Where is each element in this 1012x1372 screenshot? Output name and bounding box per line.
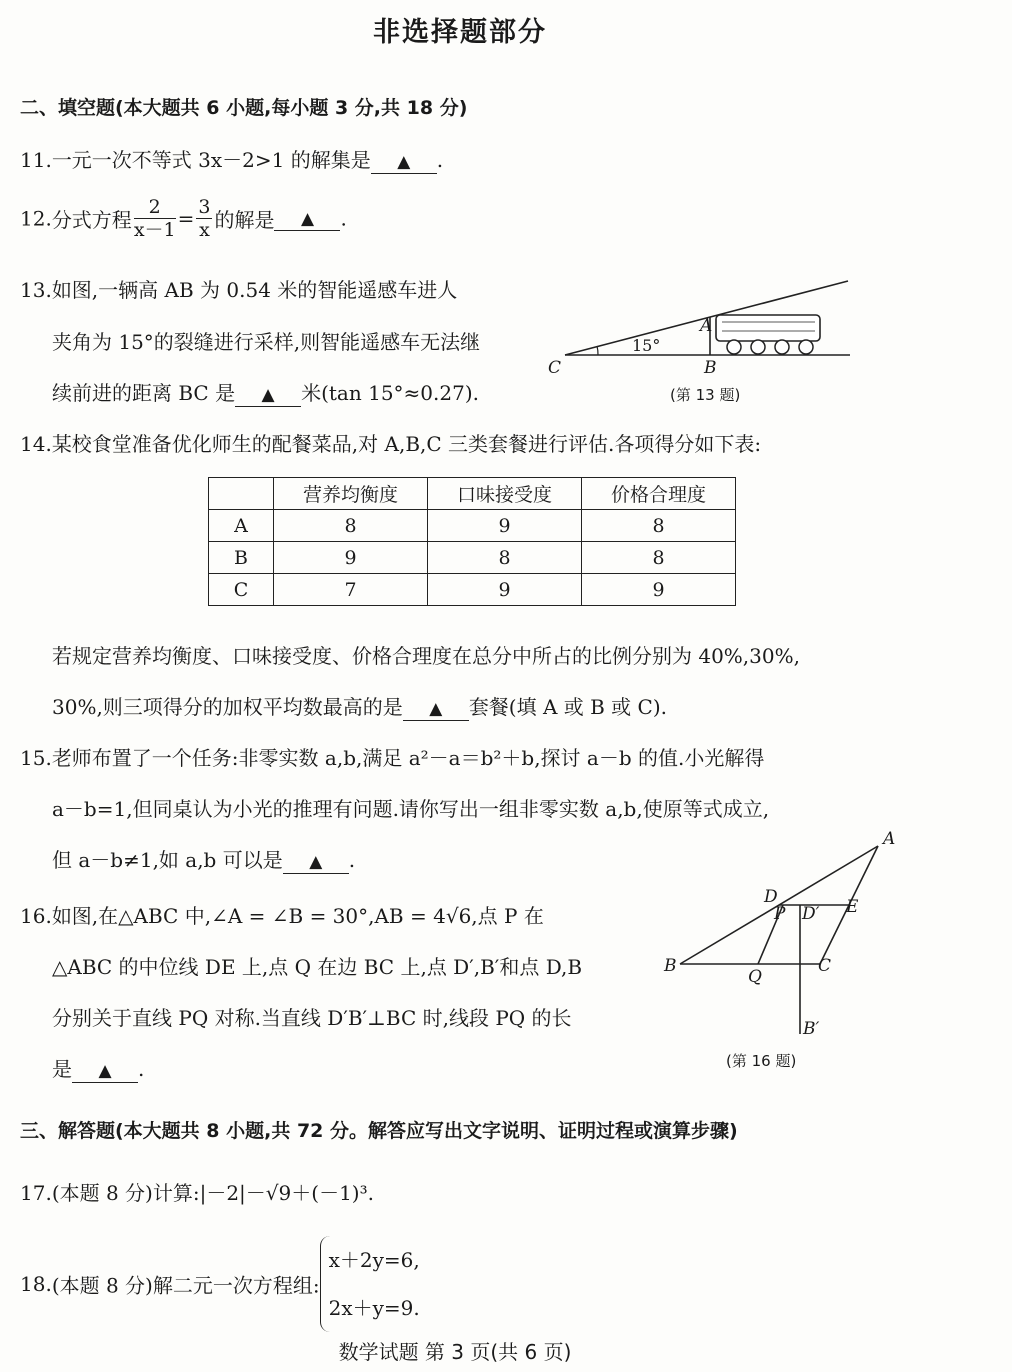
answer-triangle-icon: ▲ (309, 852, 323, 872)
q13-label-c: C (548, 358, 562, 378)
table-cell: A (209, 510, 274, 542)
q16-line3: 分别关于直线 PQ 对称.当直线 D′B′⊥BC 时,线段 PQ 的长 (52, 1006, 572, 1030)
q15-line1 (20, 742, 764, 771)
q14-score-table (208, 477, 736, 606)
q16-label-d-prime: D′ (802, 904, 820, 924)
q16-text-4: 是 (52, 1057, 72, 1081)
q16-label-p: P (774, 904, 786, 924)
table-cell: 9 (428, 574, 582, 606)
table-row (209, 574, 736, 606)
section3-heading: 三、解答题(本大题共 8 小题,共 72 分。解答应写出文字说明、证明过程或演算步骤) (20, 1120, 738, 1142)
q14-text-3-end: 套餐(填 A 或 B 或 C). (468, 695, 668, 719)
q13-number: 13. (20, 278, 52, 302)
q12-prefix: 分式方程 (51, 208, 132, 232)
answer-triangle-icon: ▲ (98, 1061, 112, 1081)
q13-vehicle-wheel (775, 340, 789, 354)
table-cell: C (209, 574, 274, 606)
q13-label-a: A (700, 316, 713, 336)
q12-suffix: 的解是 (214, 208, 275, 232)
q16-figure (660, 826, 900, 1046)
q17-number: 17. (20, 1181, 52, 1205)
q16-caption: (第 16 题) (726, 1052, 797, 1070)
q13-angle-label: 15° (632, 336, 661, 355)
q16-line4 (52, 1053, 144, 1083)
q15-number: 15. (20, 746, 52, 770)
question-12 (20, 196, 347, 241)
q13-caption: (第 13 题) (670, 386, 741, 404)
q13-text-3-end: 米(tan 15°≈0.27). (301, 381, 479, 405)
q11-end: . (436, 148, 444, 172)
q18-equation-system (320, 1236, 420, 1332)
q15-text-3: 但 a－b≠1,如 a,b 可以是 (52, 848, 283, 872)
q16-answer-blank (72, 1058, 138, 1083)
table-cell: 9 (274, 542, 428, 574)
table-cell: 7 (274, 574, 428, 606)
q13-line2: 夹角为 15°的裂缝进行采样,则智能遥感车无法继 (52, 330, 481, 354)
question-17 (20, 1177, 374, 1206)
q13-vehicle-body (716, 315, 820, 341)
q16-end: . (138, 1057, 145, 1081)
q14-text: 某校食堂准备优化师生的配餐菜品,对 A,B,C 三类套餐进行评估.各项得分如下表: (51, 432, 762, 456)
q13-text-3: 续前进的距离 BC 是 (52, 381, 236, 405)
q16-label-b: B (664, 956, 677, 976)
table-cell: 8 (274, 510, 428, 542)
page-footer: 数学试题 第 3 页(共 6 页) (338, 1340, 572, 1364)
q13-vehicle-wheel (751, 340, 765, 354)
q13-vehicle-wheel (727, 340, 741, 354)
table-header-row (209, 478, 736, 510)
q16-number: 16. (20, 904, 52, 928)
table-cell: 8 (582, 542, 736, 574)
q18-number: 18. (20, 1272, 52, 1296)
question-11 (20, 144, 443, 174)
q16-label-a: A (883, 829, 896, 849)
table-header-cell: 营养均衡度 (274, 478, 428, 510)
table-cell: 9 (428, 510, 582, 542)
q12-f1-denominator: x－1 (133, 219, 176, 241)
q18-equation-1: x＋2y=6, (328, 1248, 420, 1272)
q14-line1 (20, 428, 761, 457)
table-cell: B (209, 542, 274, 574)
q14-number: 14. (20, 432, 52, 456)
q16-line2: △ABC 的中位线 DE 上,点 Q 在边 BC 上,点 D′,B′和点 D,B (52, 955, 583, 979)
q13-vehicle-wheel (799, 340, 813, 354)
q11-text: 一元一次不等式 3x－2>1 的解集是 (51, 148, 371, 172)
table-cell: 8 (582, 510, 736, 542)
q13-answer-blank (235, 382, 301, 407)
q18-text: (本题 8 分)解二元一次方程组: (51, 1273, 320, 1298)
table-header-cell: 口味接受度 (428, 478, 582, 510)
q13-line1 (20, 274, 457, 303)
q15-line3 (52, 844, 355, 874)
question-18 (20, 1236, 420, 1332)
table-header-cell: 价格合理度 (582, 478, 736, 510)
q17-text: (本题 8 分)计算:|－2|－√9＋(－1)³. (51, 1181, 374, 1205)
section2-heading: 二、填空题(本大题共 6 小题,每小题 3 分,共 18 分) (20, 97, 468, 119)
q12-fraction-2 (196, 196, 212, 241)
q14-answer-blank (403, 696, 469, 721)
q18-equation-2: 2x＋y=9. (328, 1296, 420, 1320)
q14-text-3: 30%,则三项得分的加权平均数最高的是 (52, 695, 403, 719)
answer-triangle-icon: ▲ (397, 152, 411, 172)
q12-f1-numerator: 2 (134, 196, 176, 219)
q15-end: . (348, 848, 356, 872)
q16-label-e: E (846, 897, 859, 917)
q16-label-d: D (764, 887, 778, 907)
q13-text-1: 如图,一辆高 AB 为 0.54 米的智能遥感车进人 (51, 278, 458, 302)
q14-line2: 若规定营养均衡度、口味接受度、价格合理度在总分中所占的比例分别为 40%,30%, (52, 644, 800, 668)
q12-equals: = (177, 206, 195, 231)
q12-f2-denominator: x (199, 219, 210, 241)
q11-answer-blank (371, 149, 437, 174)
q14-line3 (52, 691, 667, 721)
table-cell: 9 (582, 574, 736, 606)
q11-number: 11. (20, 148, 52, 172)
q15-text-1: 老师布置了一个任务:非零实数 a,b,满足 a²－a＝b²＋b,探讨 a－b 的值.小光解得 (51, 746, 765, 770)
q12-end: . (340, 206, 347, 231)
answer-triangle-icon: ▲ (429, 699, 443, 719)
q12-answer-blank (274, 206, 340, 231)
q12-f2-numerator: 3 (198, 196, 211, 218)
q16-label-b-prime: B′ (803, 1019, 820, 1039)
answer-triangle-icon: ▲ (300, 209, 315, 229)
table-cell: 8 (428, 542, 582, 574)
q12-number: 12. (20, 206, 52, 231)
q16-text-1: 如图,在△ABC 中,∠A = ∠B = 30°,AB = 4√6,点 P 在 (51, 904, 544, 928)
table-row (209, 510, 736, 542)
q13-line3 (52, 377, 479, 407)
q16-label-q: Q (748, 967, 762, 987)
q13-label-b: B (704, 358, 717, 378)
q16-line1 (20, 900, 544, 929)
q12-fraction-1 (134, 196, 176, 241)
q16-label-c: C (818, 956, 832, 976)
answer-triangle-icon: ▲ (261, 385, 275, 405)
page-title: 非选择题部分 (373, 17, 547, 48)
q13-angle-arc (597, 346, 598, 355)
q15-answer-blank (283, 849, 349, 874)
table-header-cell (209, 478, 274, 510)
table-row (209, 542, 736, 574)
q15-line2: a－b=1,但同桌认为小光的推理有问题.请你写出一组非零实数 a,b,使原等式成立, (52, 797, 770, 821)
